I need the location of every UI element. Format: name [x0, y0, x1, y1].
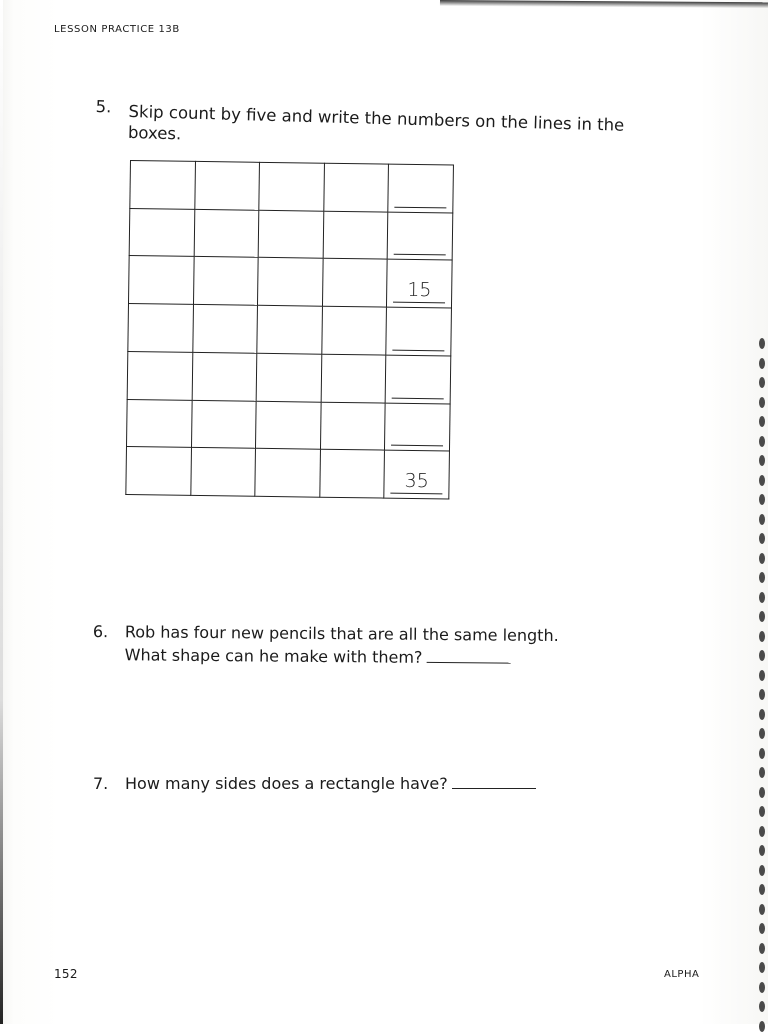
question-7-answer-blank[interactable]	[452, 774, 536, 789]
binding-hole-icon	[759, 670, 765, 681]
binding-hole-icon	[759, 1021, 765, 1032]
grid-answer-cell	[386, 307, 451, 356]
binding-hole-icon	[759, 592, 765, 603]
question-7-number: 7.	[93, 774, 109, 793]
grid-row	[128, 256, 452, 308]
question-7-text: How many sides does a rectangle have?	[125, 774, 448, 793]
binding-hole-icon	[759, 845, 765, 856]
binding-hole-icon	[759, 377, 765, 388]
question-5-text: Skip count by five and write the numbers on the lines in the boxes.	[127, 101, 625, 144]
binding-hole-icon	[759, 416, 765, 427]
question-6-line-2	[125, 643, 645, 671]
answer-line[interactable]	[395, 184, 447, 208]
grid-row	[126, 447, 450, 499]
grid-cell	[258, 258, 323, 307]
question-7-text-wrap	[125, 772, 536, 795]
question-6-text	[125, 620, 645, 671]
question-6-number: 6.	[92, 621, 109, 642]
grid-row	[129, 208, 453, 260]
binding-hole-icon	[759, 436, 765, 447]
grid-row	[126, 399, 450, 451]
answer-line[interactable]	[394, 232, 446, 256]
binding-hole-icon	[759, 1001, 765, 1012]
level-label: ALPHA	[664, 969, 700, 980]
binding-hole-icon	[759, 709, 765, 720]
grid-cell	[129, 208, 194, 257]
binding-hole-icon	[759, 475, 765, 486]
grid-answer-cell	[388, 164, 453, 213]
question-5-number: 5.	[95, 96, 112, 117]
question-5	[95, 96, 636, 144]
binding-hole-icon	[759, 923, 765, 934]
grid-cell	[128, 304, 193, 353]
grid-cell	[257, 305, 322, 354]
binding-hole-icon	[759, 806, 765, 817]
grid-cell	[192, 352, 257, 401]
grid-cell	[190, 448, 255, 497]
grid-cell	[256, 353, 321, 402]
answer-line[interactable]	[391, 423, 443, 447]
grid-cell	[192, 305, 257, 354]
grid-row	[130, 161, 454, 213]
question-6-line-1: Rob has four new pencils that are all the same length.	[124, 622, 559, 646]
binding-hole-icon	[759, 748, 765, 759]
binding-hole-icon	[759, 728, 765, 739]
binding-hole-icon	[759, 572, 765, 583]
binding-hole-icon	[759, 494, 765, 505]
grid-cell	[321, 354, 386, 403]
grid-cell	[126, 399, 191, 448]
grid-cell	[128, 256, 193, 305]
binding-hole-icon	[759, 611, 765, 622]
binding-hole-icon	[759, 826, 765, 837]
grid-cell	[322, 259, 387, 308]
answer-line[interactable]: 35	[391, 471, 443, 495]
grid-answer-cell	[385, 403, 450, 452]
lesson-header: LESSON PRACTICE 13B	[54, 24, 180, 35]
grid-cell	[194, 209, 259, 258]
grid-cell	[259, 162, 324, 211]
grid-cell	[324, 163, 389, 212]
grid-answer-cell	[387, 260, 452, 309]
grid-cell	[255, 449, 320, 498]
grid-cell	[194, 161, 259, 210]
binding-hole-icon	[759, 358, 765, 369]
grid-cell	[127, 351, 192, 400]
grid-cell	[258, 210, 323, 259]
grid-cell	[320, 402, 385, 451]
binding-hole-icon	[759, 787, 765, 798]
question-6-answer-blank[interactable]	[426, 648, 510, 664]
binding-hole-icon	[759, 650, 765, 661]
grid-cell	[320, 449, 385, 498]
answer-line[interactable]	[392, 375, 444, 399]
binding-hole-icon	[759, 943, 765, 954]
answer-line[interactable]: 15	[393, 280, 445, 304]
binding-hole-icon	[759, 514, 765, 525]
binding-hole-icon	[759, 962, 765, 973]
binding-hole-icon	[759, 338, 765, 349]
grid-cell	[322, 306, 387, 355]
grid-answer-cell	[384, 450, 449, 499]
binding-hole-icon	[759, 904, 765, 915]
grid-row	[127, 351, 451, 403]
binding-hole-icon	[759, 455, 765, 466]
binding-hole-icon	[759, 982, 765, 993]
binding-hole-icon	[759, 865, 765, 876]
spiral-binding	[756, 0, 768, 1024]
grid-cell	[323, 211, 388, 260]
grid-cell	[193, 257, 258, 306]
binding-hole-icon	[759, 767, 765, 778]
question-6	[92, 620, 653, 667]
question-6-line-2-text: What shape can he make with them?	[124, 645, 423, 667]
binding-hole-icon	[759, 553, 765, 564]
grid-row	[128, 304, 452, 356]
grid-answer-cell	[388, 212, 453, 261]
binding-hole-icon	[759, 397, 765, 408]
grid-cell	[130, 161, 195, 210]
binding-hole-icon	[759, 533, 765, 544]
grid-cell	[191, 400, 256, 449]
answer-line[interactable]	[393, 328, 445, 352]
binding-hole-icon	[759, 884, 765, 895]
binding-hole-icon	[759, 689, 765, 700]
page-top-shadow	[440, 0, 768, 8]
grid-cell	[126, 447, 191, 496]
grid-answer-cell	[386, 355, 451, 404]
grid-cell	[256, 401, 321, 450]
page-shadow-edge	[0, 0, 3, 1024]
page-number: 152	[54, 967, 78, 981]
skip-count-grid	[125, 160, 454, 499]
binding-hole-icon	[759, 631, 765, 642]
